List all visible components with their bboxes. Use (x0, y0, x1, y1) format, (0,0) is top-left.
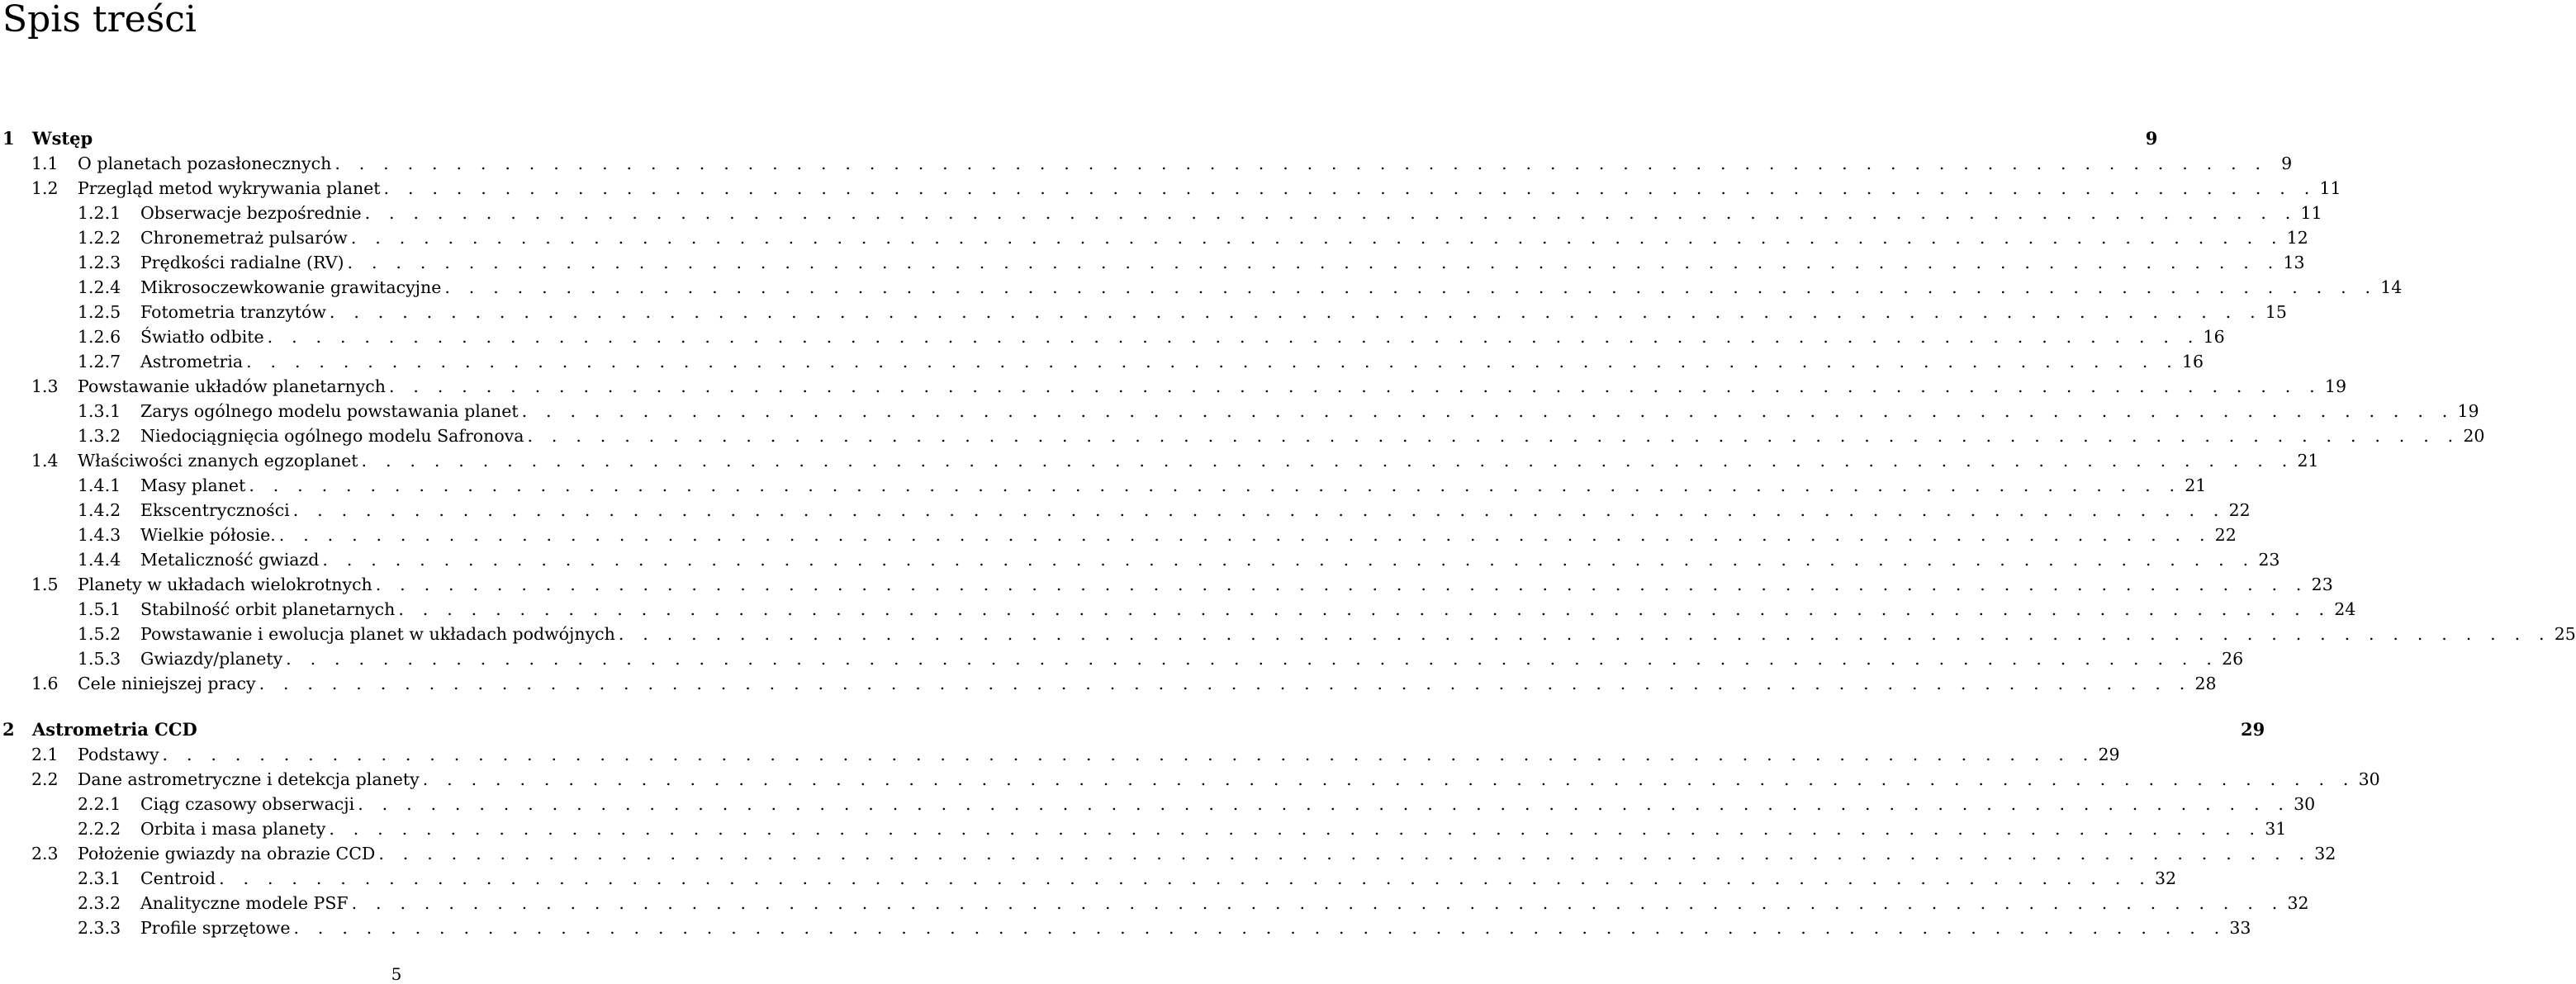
toc-entry-title: Wielkie półosie. (140, 525, 276, 545)
toc-entry-number: 2.3 (31, 844, 59, 863)
toc-dot-leader: . . . . . . . . . . . . . . . . . . . . . . . . . . . . . . . . . . . . . . . . . . . . . . . . . . . . . . . . . . . . . . . . . . . . . . . . . . . . . . . . (267, 327, 2200, 347)
toc-dot-leader: . . . . . . . . . . . . . . . . . . . . . . . . . . . . . . . . . . . . . . . . . . . . . . . . . . . . . . . . . . . . . . . . . . . . . . . . . . . . . . . . (521, 401, 2455, 421)
toc-entry-number: 2.1 (31, 745, 59, 764)
toc-entry-page: 11 (2300, 203, 2322, 223)
toc-dot-leader: . . . . . . . . . . . . . . . . . . . . . . . . . . . . . . . . . . . . . . . . . . . . . . . . . . . . . . . . . . . . . . . . . . . . . . . . . . . . . . . . (246, 352, 2179, 371)
toc-subsection-entry[interactable] (0, 300, 2287, 324)
toc-subsection-entry[interactable] (0, 547, 2280, 572)
toc-section-entry[interactable] (0, 448, 2319, 473)
toc-entry-page: 19 (2324, 376, 2346, 396)
toc-entry-page: 23 (2258, 550, 2280, 570)
toc-subsection-entry[interactable] (0, 349, 2204, 374)
toc-entry-number: 1.2.2 (78, 228, 121, 248)
toc-entry-title: Właściwości znanych egzoplanet (78, 451, 358, 471)
toc-entry-number: 1.2 (31, 178, 59, 198)
toc-subsection-entry[interactable] (0, 250, 2305, 275)
toc-entry-page: 23 (2311, 575, 2333, 594)
toc-entry-title: Fotometria tranzytów (140, 302, 326, 322)
toc-dot-leader: . . . . . . . . . . . . . . . . . . . . . . . . . . . . . . . . . . . . . . . . . . . . . . . . . . . . . . . . . . . . . . . . . . . . . . . . . . . . . . . . (527, 426, 2460, 446)
toc-subsection-entry[interactable] (0, 201, 2322, 225)
toc-entry-page: 28 (2194, 674, 2217, 693)
toc-dot-leader: . . . . . . . . . . . . . . . . . . . . . . . . . . . . . . . . . . . . . . . . . . . . . . . . . . . . . . . . . . . . . . . . . . . . . . . . . . . . . . . . (358, 794, 2291, 814)
toc-entry-number: 1.2.7 (78, 352, 121, 371)
toc-entry-number: 1.5.3 (78, 649, 121, 669)
toc-entry-page: 14 (2380, 277, 2403, 297)
toc-entry-title: Podstawy (78, 745, 159, 764)
toc-entry-page: 31 (2265, 819, 2287, 839)
toc-entry-title: Ciąg czasowy obserwacji (140, 794, 355, 814)
toc-dot-leader: . . . . . . . . . . . . . . . . . . . . . . . . . . . . . . . . . . . . . . . . . . . . . . . . . . . . . . . . . . . . . . . . . . . . . . . . . . . . . . . . (162, 745, 2095, 764)
toc-entry-title: Masy planet (140, 475, 246, 495)
toc-subsection-entry[interactable] (0, 646, 2244, 671)
toc-section-entry[interactable] (0, 374, 2346, 399)
toc-entry-page: 19 (2457, 401, 2479, 421)
toc-dot-leader: . . . . . . . . . . . . . . . . . . . . . . . . . . . . . . . . . . . . . . . . . . . . . . . . . . . . . . . . . . . . . . . . . . . . . . . . . . . . . . . . (350, 228, 2284, 248)
toc-entry-number: 2.2.2 (78, 819, 121, 839)
toc-entry-page: 26 (2222, 649, 2244, 669)
toc-entry-title: Przegląd metod wykrywania planet (78, 178, 381, 198)
page-title: Spis treści (2, 0, 197, 40)
toc-entry-title: Prędkości radialne (RV) (140, 253, 344, 272)
toc-entry-page: 21 (2185, 475, 2207, 495)
toc-entry-page: 32 (2287, 893, 2309, 913)
toc-entry-title: Powstawanie i ewolucja planet w układach podwójnych (140, 624, 615, 644)
toc-dot-leader: . . . . . . . . . . . . . . . . . . . . . . . . . . . . . . . . . . . . . . . . . . . . . . . . . . . . . . . . . . . . . . . . . . . . . . . . . . . . . . . . (219, 868, 2151, 888)
toc-entry-title: O planetach pozasłonecznych (78, 154, 332, 173)
toc-subsection-entry[interactable] (0, 816, 2287, 841)
toc-dot-leader: . . . . . . . . . . . . . . . . . . . . . . . . . . . . . . . . . . . . . . . . . . . . . . . . . . . . . . . . . . . . . . . . . . . . . . . . . . . . . . . . (389, 376, 2322, 396)
toc-entry-page: 9 (2145, 128, 2158, 149)
toc-entry-page: 32 (2155, 868, 2177, 888)
toc-entry-number: 1.2.6 (78, 327, 121, 347)
toc-dot-leader: . . . . . . . . . . . . . . . . . . . . . . . . . . . . . . . . . . . . . . . . . . . . . . . . . . . . . . . . . . . . . . . . . . . . . . . . . . . . . . . . (293, 918, 2227, 938)
toc-dot-leader: . . . . . . . . . . . . . . . . . . . . . . . . . . . . . . . . . . . . . . . . . . . . . . . . . . . . . . . . . . . . . . . . . . . . . . . . . . . . . . . . (375, 575, 2308, 594)
toc-entry-title: Dane astrometryczne i detekcja planety (78, 769, 420, 789)
toc-dot-leader: . . . . . . . . . . . . . . . . . . . . . . . . . . . . . . . . . . . . . . . . . . . . . . . . . . . . . . . . . . . . . . . . . . . . . . . . . . . . . . . . (249, 475, 2182, 495)
toc-entry-title: Astrometria CCD (32, 719, 197, 740)
toc-entry-title: Ekscentryczności (140, 500, 290, 520)
toc-entry-title: Powstawanie układów planetarnych (78, 376, 386, 396)
toc-entry-number: 1.5.1 (78, 599, 121, 619)
toc-dot-leader: . . . . . . . . . . . . . . . . . . . . . . . . . . . . . . . . . . . . . . . . . . . . . . . . . . . . . . . . . . . . . . . . . . . . . . . . . . . . . . . . (398, 599, 2332, 619)
toc-subsection-entry[interactable] (0, 622, 2576, 646)
toc-entry-page: 22 (2228, 500, 2251, 520)
toc-entry-title: Orbita i masa planety (140, 819, 326, 839)
toc-entry-title: Chronemetraż pulsarów (140, 228, 348, 248)
toc-entry-title: Światło odbite (140, 327, 264, 347)
toc-entry-page: 29 (2098, 745, 2120, 764)
toc-entry-number: 1.2.4 (78, 277, 121, 297)
toc-dot-leader: . . . . . . . . . . . . . . . . . . . . . . . . . . . . . . . . . . . . . . . . . . . . . . . . . . . . . . . . . . . . . . . . . . . . . . . . . . . . . . . . (329, 302, 2262, 322)
toc-section-entry[interactable] (0, 572, 2333, 597)
toc-dot-leader: . . . . . . . . . . . . . . . . . . . . . . . . . . . . . . . . . . . . . . . . . . . . . . . . . . . . . . . . . . . . . . . . . . . . . . . . . . . . . . . . (286, 649, 2219, 669)
toc-entry-page: 32 (2314, 844, 2336, 863)
toc-entry-title: Profile sprzętowe (140, 918, 291, 938)
toc-subsection-entry[interactable] (0, 523, 2237, 547)
toc-subsection-entry[interactable] (0, 866, 2177, 891)
toc-subsection-entry[interactable] (0, 792, 2316, 816)
toc-dot-leader: . . . . . . . . . . . . . . . . . . . . . . . . . . . . . . . . . . . . . . . . . . . . . . . . . . . . . . . . . . . . . . . . . . . . . . . . . . . . . . . . (618, 624, 2551, 644)
toc-entry-page: 24 (2334, 599, 2356, 619)
page-number: 5 (391, 964, 402, 984)
toc-entry-title: Gwiazdy/planety (140, 649, 283, 669)
toc-subsection-entry[interactable] (0, 324, 2225, 349)
toc-entry-page: 13 (2283, 253, 2305, 272)
toc-subsection-entry[interactable] (0, 399, 2479, 423)
toc-dot-leader: . . . . . . . . . . . . . . . . . . . . . . . . . . . . . . . . . . . . . . . . . . . . . . . . . . . . . . . . . . . . . . . . . . . . . . . . . . . . . . . . (278, 525, 2212, 545)
toc-entry-number: 1.2.5 (78, 302, 121, 322)
toc-entry-number: 1.5.2 (78, 624, 121, 644)
toc-entry-number: 2.3.2 (78, 893, 121, 913)
toc-entry-number: 1.4.4 (78, 550, 121, 570)
toc-dot-leader: . . . . . . . . . . . . . . . . . . . . . . . . . . . . . . . . . . . . . . . . . . . . . . . . . . . . . . . . . . . . . . . . . . . . . . . . . . . . . . . . (378, 844, 2312, 863)
toc-section-entry[interactable] (0, 841, 2336, 866)
toc-entry-title: Metaliczność gwiazd (140, 550, 320, 570)
toc-dot-leader: . . . . . . . . . . . . . . . . . . . . . . . . . . . . . . . . . . . . . . . . . . . . . . . . . . . . . . . . . . . . . . . . . . . . . . . . . . . . . . . . (361, 451, 2294, 471)
toc-entry-number: 1.2.1 (78, 203, 121, 223)
toc-dot-leader: . . . . . . . . . . . . . . . . . . . . . . . . . . . . . . . . . . . . . . . . . . . . . . . . . . . . . . . . . . . . . . . . . . . . . . . . . . . . . . . . (422, 769, 2355, 789)
toc-entry-page: 11 (2319, 178, 2341, 198)
toc-entry-page: 21 (2297, 451, 2319, 471)
toc-subsection-entry[interactable] (0, 423, 2485, 448)
toc-dot-leader: . . . . . . . . . . . . . . . . . . . . . . . . . . . . . . . . . . . . . . . . . . . . . . . . . . . . . . . . . . . . . . . . . . . . . . . . . . . . . . . . (347, 253, 2280, 272)
toc-dot-leader: . . . . . . . . . . . . . . . . . . . . . . . . . . . . . . . . . . . . . . . . . . . . . . . . . . . . . . . . . . . . . . . . . . . . . . . . . . . . . . . . (444, 277, 2378, 297)
toc-entry-number: 1.6 (31, 674, 59, 693)
toc-entry-number: 2.3.1 (78, 868, 121, 888)
toc-entry-number: 1.3.1 (78, 401, 121, 421)
toc-dot-leader: . . . . . . . . . . . . . . . . . . . . . . . . . . . . . . . . . . . . . . . . . . . . . . . . . . . . . . . . . . . . . . . . . . . . . . . . . . . . . . . . (383, 178, 2317, 198)
toc-entry-number: 1 (2, 128, 15, 149)
toc-entry-title: Zarys ogólnego modelu powstawania planet (140, 401, 519, 421)
toc-entry-page: 12 (2286, 228, 2308, 248)
toc-entry-title: Niedociągnięcia ogólnego modelu Safronova (140, 426, 524, 446)
toc-entry-title: Obserwacje bezpośrednie (140, 203, 362, 223)
toc-entry-number: 1.4.2 (78, 500, 121, 520)
toc-entry-number: 2.3.3 (78, 918, 121, 938)
toc-subsection-entry[interactable] (0, 891, 2309, 915)
toc-dot-leader: . . . . . . . . . . . . . . . . . . . . . . . . . . . . . . . . . . . . . . . . . . . . . . . . . . . . . . . . . . . . . . . . . . . . . . . . . . . . . . . . (322, 550, 2256, 570)
toc-subsection-entry[interactable] (0, 498, 2251, 523)
toc-subsection-entry[interactable] (0, 915, 2251, 940)
toc-section-entry[interactable] (0, 742, 2120, 767)
toc-entry-title: Stabilność orbit planetarnych (140, 599, 396, 619)
toc-entry-number: 1.3.2 (78, 426, 121, 446)
toc-entry-number: 1.4.1 (78, 475, 121, 495)
toc-dot-leader: . . . . . . . . . . . . . . . . . . . . . . . . . . . . . . . . . . . . . . . . . . . . . . . . . . . . . . . . . . . . . . . . . . . . . . . . . . . . . . . . (329, 819, 2262, 839)
toc-section-entry[interactable] (0, 176, 2341, 201)
toc-entry-number: 1.1 (31, 154, 59, 173)
toc-dot-leader: . . . . . . . . . . . . . . . . . . . . . . . . . . . . . . . . . . . . . . . . . . . . . . . . . . . . . . . . . . . . . . . . . . . . . . . . . . . . . . . . (292, 500, 2226, 520)
toc-dot-leader: . . . . . . . . . . . . . . . . . . . . . . . . . . . . . . . . . . . . . . . . . . . . . . . . . . . . . . . . . . . . . . . . . . . . . . . . . . . . . . . . (334, 154, 2268, 173)
toc-entry-number: 2.2.1 (78, 794, 121, 814)
toc-entry-title: Mikrosoczewkowanie grawitacyjne (140, 277, 442, 297)
toc-dot-leader: . . . . . . . . . . . . . . . . . . . . . . . . . . . . . . . . . . . . . . . . . . . . . . . . . . . . . . . . . . . . . . . . . . . . . . . . . . . . . . . . (351, 893, 2284, 913)
toc-entry-page: 20 (2463, 426, 2485, 446)
toc-entry-page: 16 (2182, 352, 2204, 371)
toc-entry-number: 1.3 (31, 376, 59, 396)
toc-entry-page: 22 (2214, 525, 2237, 545)
toc-entry-page: 15 (2265, 302, 2287, 322)
toc-entry-page: 16 (2203, 327, 2225, 347)
toc-subsection-entry[interactable] (0, 473, 2207, 498)
toc-entry-number: 2 (2, 719, 15, 740)
toc-entry-title: Centroid (140, 868, 216, 888)
toc-entry-number: 1.4.3 (78, 525, 121, 545)
toc-section-entry[interactable] (0, 151, 2293, 176)
toc-entry-page: 30 (2358, 769, 2380, 789)
toc-entry-title: Wstęp (32, 128, 93, 149)
toc-entry-page: 30 (2294, 794, 2316, 814)
toc-entry-title: Położenie gwiazdy na obrazie CCD (78, 844, 376, 863)
toc-chapter-entry[interactable] (0, 126, 2158, 151)
toc-entry-page: 9 (2281, 154, 2293, 173)
toc-subsection-entry[interactable] (0, 597, 2356, 622)
toc-entry-number: 1.4 (31, 451, 59, 471)
toc-entry-page: 29 (2241, 719, 2265, 740)
toc-entry-number: 1.2.3 (78, 253, 121, 272)
toc-subsection-entry[interactable] (0, 275, 2403, 300)
toc-entry-number: 1.5 (31, 575, 59, 594)
toc-entry-title: Cele niniejszej pracy (78, 674, 256, 693)
toc-dot-leader: . . . . . . . . . . . . . . . . . . . . . . . . . . . . . . . . . . . . . . . . . . . . . . . . . . . . . . . . . . . . . . . . . . . . . . . . . . . . . . . . (364, 203, 2298, 223)
toc-entry-title: Analityczne modele PSF (140, 893, 349, 913)
toc-entry-title: Astrometria (140, 352, 244, 371)
toc-subsection-entry[interactable] (0, 225, 2308, 250)
toc-chapter-entry[interactable] (0, 717, 2265, 742)
toc-section-entry[interactable] (0, 767, 2380, 792)
toc-entry-page: 25 (2554, 624, 2576, 644)
toc-entry-number: 2.2 (31, 769, 59, 789)
toc-section-entry[interactable] (0, 671, 2217, 696)
toc-entry-page: 33 (2229, 918, 2251, 938)
toc-dot-leader: . . . . . . . . . . . . . . . . . . . . . . . . . . . . . . . . . . . . . . . . . . . . . . . . . . . . . . . . . . . . . . . . . . . . . . . . . . . . . . . . (259, 674, 2192, 693)
toc-entry-title: Planety w układach wielokrotnych (78, 575, 372, 594)
